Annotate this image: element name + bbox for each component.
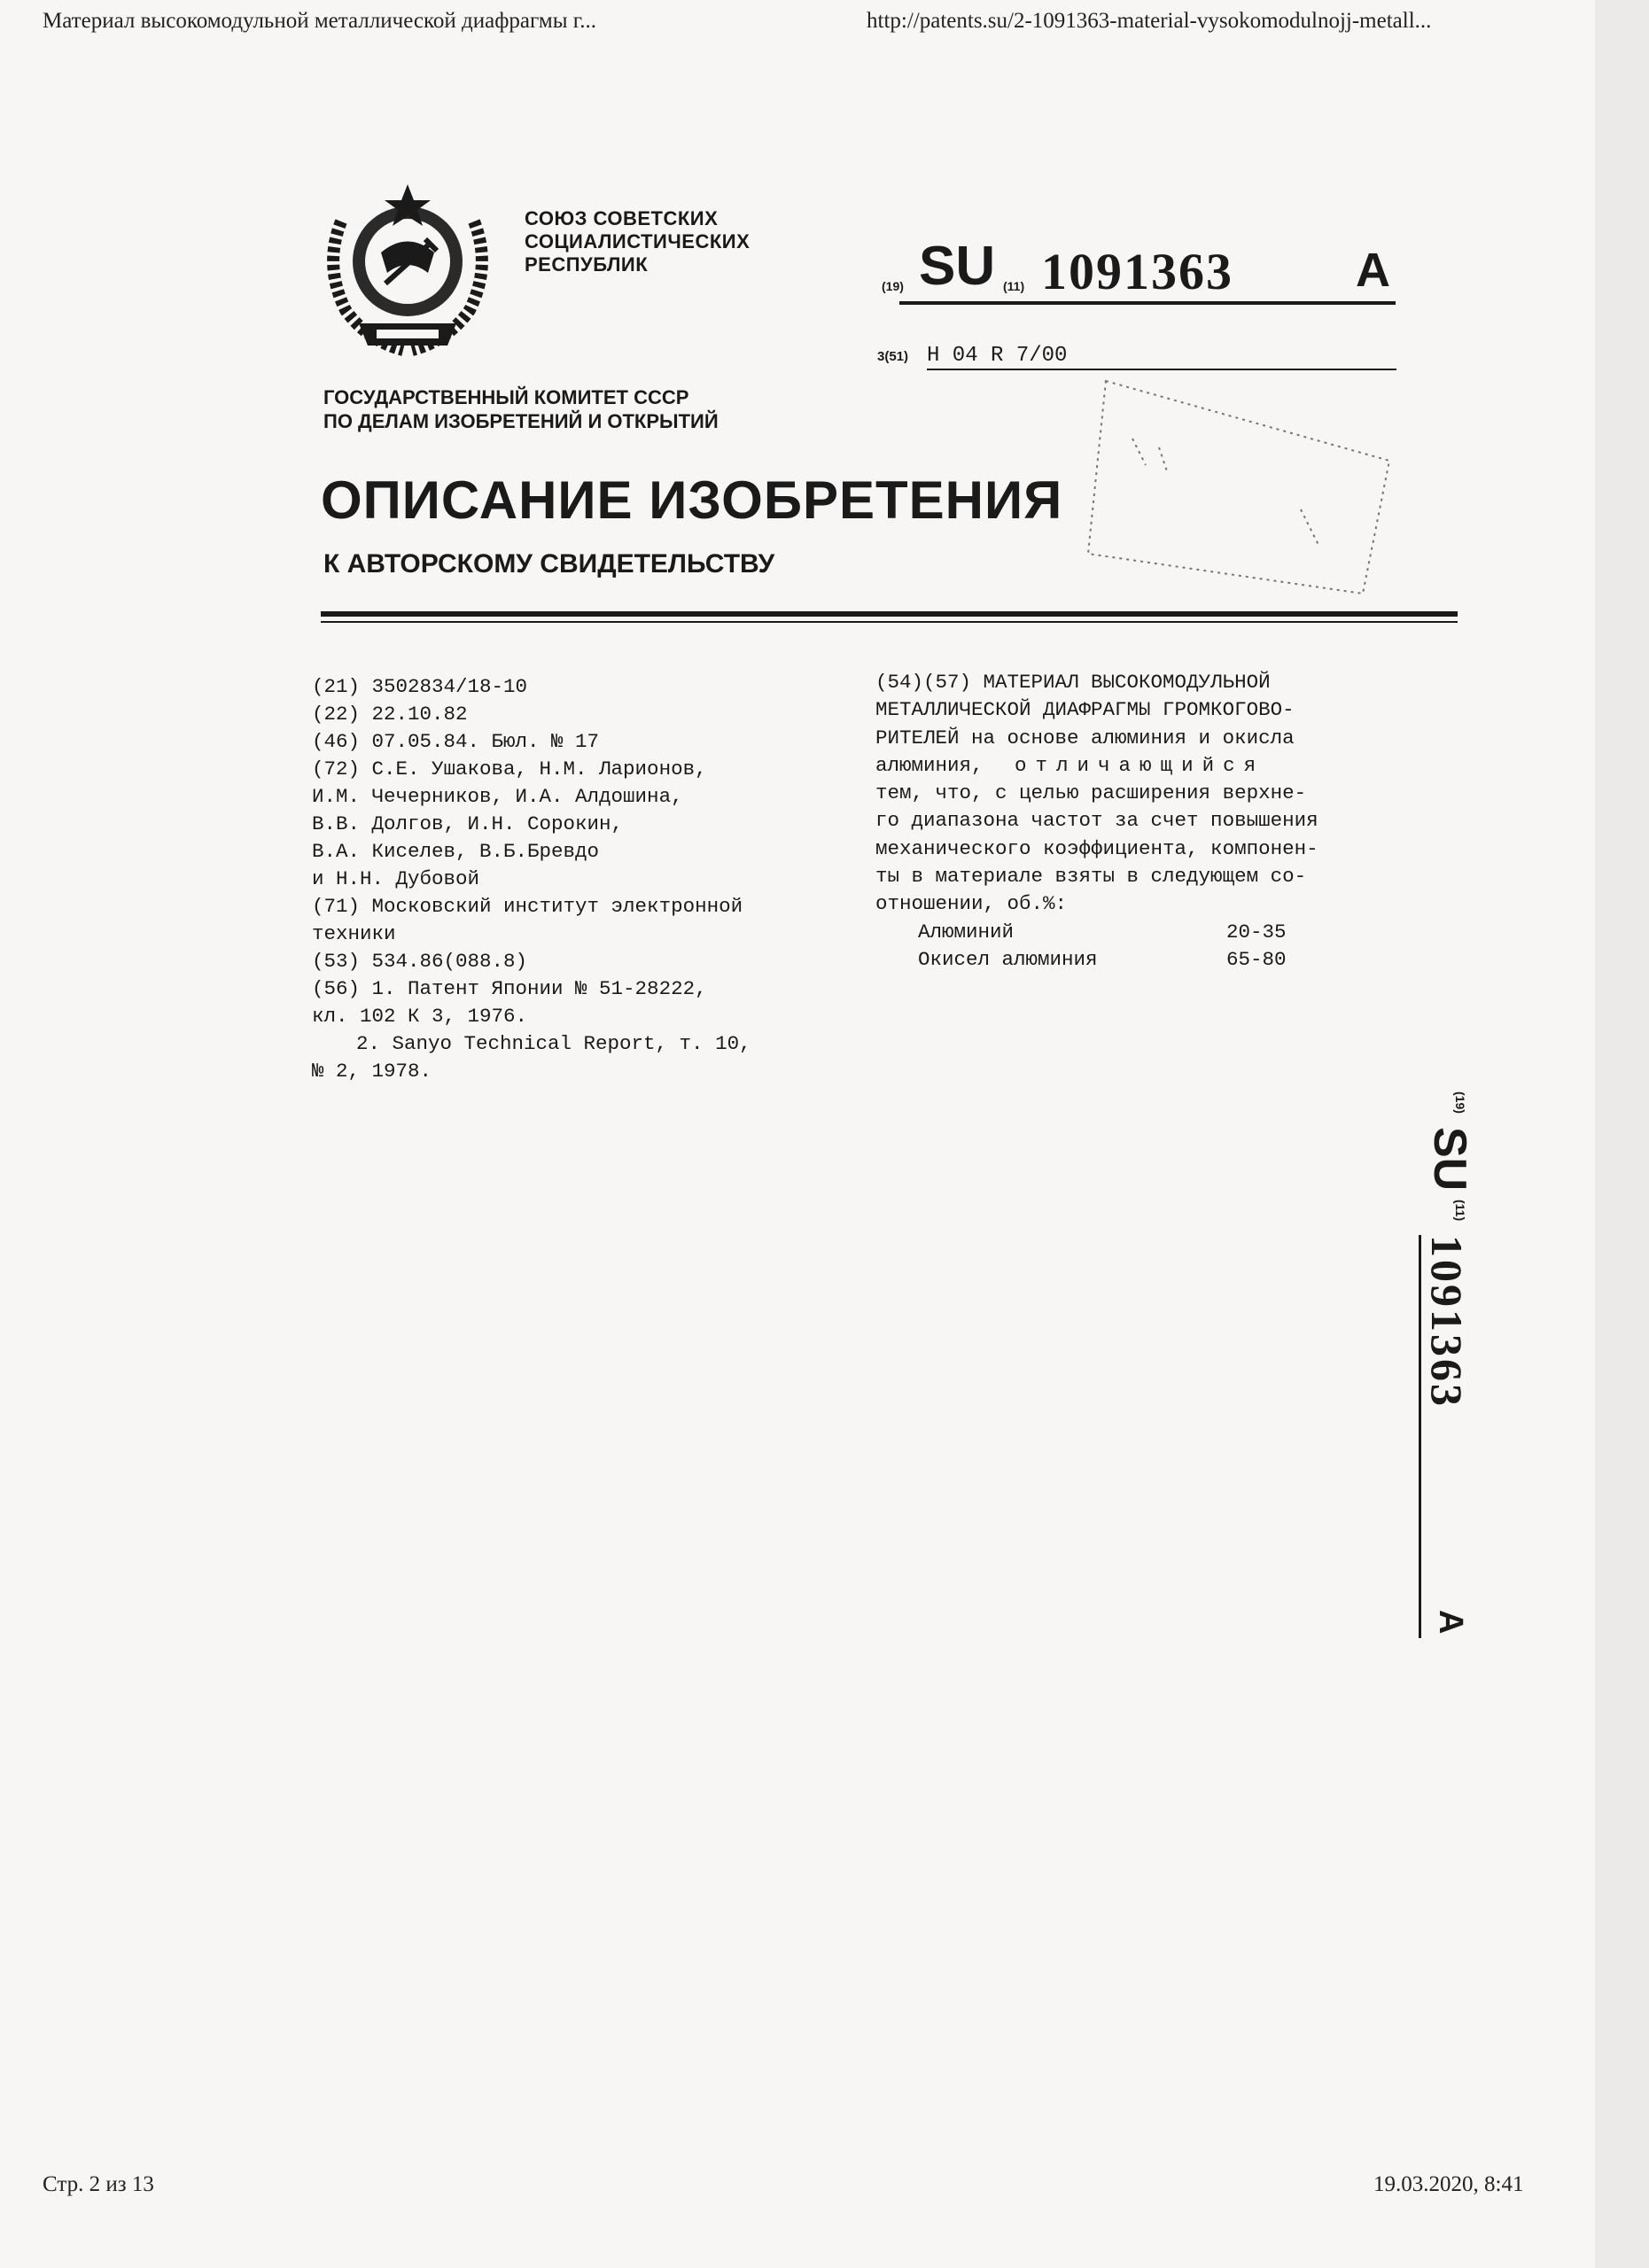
biblio-line: (53) 534.86(088.8) xyxy=(312,950,528,973)
ussr-name xyxy=(525,207,750,276)
abstract-line: тем, что, с целью расширения верхне- xyxy=(875,781,1307,805)
abstract-word: алюминия, xyxy=(875,753,984,777)
state-committee xyxy=(323,385,719,433)
biblio-line: и Н.Н. Дубовой xyxy=(312,867,480,890)
biblio-line: (21) 3502834/18-10 xyxy=(312,675,528,698)
bibliographic-data xyxy=(312,673,844,1085)
biblio-line: техники xyxy=(312,922,396,945)
biblio-line: (56) 1. Патент Японии № 51-28222, xyxy=(312,977,707,1000)
abstract-line: го диапазона частот за счет повышения xyxy=(875,809,1318,833)
document-subtitle: К АВТОРСКОМУ СВИДЕТЕЛЬСТВУ xyxy=(323,549,775,579)
title-divider-thick xyxy=(321,611,1458,617)
abstract-emphasis: отличающийся xyxy=(1015,753,1265,777)
ussr-line: СОЮЗ СОВЕТСКИХ xyxy=(525,207,719,229)
abstract-claim xyxy=(875,669,1416,974)
inid-code-19: (19) xyxy=(1453,1091,1467,1114)
composition-row xyxy=(875,946,1416,974)
component-value: 65-80 xyxy=(1226,947,1287,971)
title-divider-thin xyxy=(321,621,1458,623)
biblio-line: В.В. Долгов, И.Н. Сорокин, xyxy=(312,812,624,835)
patent-number-block xyxy=(882,236,1396,310)
document-title: ОПИСАНИЕ ИЗОБРЕТЕНИЯ xyxy=(321,470,1063,530)
kind-code: A xyxy=(1432,1610,1469,1635)
abstract-line: РИТЕЛЕЙ на основе алюминия и окисла xyxy=(875,726,1295,750)
vertical-patent-number xyxy=(1418,1091,1475,1641)
print-header-url: http://patents.su/2-1091363-material-vysokomodulnojj-metall... xyxy=(867,9,1432,33)
composition-row xyxy=(875,919,1416,946)
country-code: SU xyxy=(1424,1127,1475,1192)
abstract-line: механического коэффициента, компонен- xyxy=(875,836,1318,860)
ipc-value: H 04 R 7/00 xyxy=(927,344,1068,368)
biblio-line: (22) 22.10.82 xyxy=(312,703,468,726)
print-footer-datetime: 19.03.2020, 8:41 xyxy=(1373,2172,1524,2196)
page-edge xyxy=(1595,0,1649,2268)
ussr-line: СОЦИАЛИСТИЧЕСКИХ xyxy=(525,230,751,252)
component-name: Алюминий xyxy=(918,920,1015,944)
ipc-classification xyxy=(877,344,1396,372)
faint-stamp-mark xyxy=(1079,377,1394,598)
inid-code-11: (11) xyxy=(1003,279,1025,293)
country-code: SU xyxy=(919,236,996,297)
biblio-line: кл. 102 К 3, 1976. xyxy=(312,1005,528,1028)
patent-number: 1091363 xyxy=(1422,1235,1472,1409)
print-footer-page: Стр. 2 из 13 xyxy=(43,2172,154,2196)
divider xyxy=(899,301,1396,305)
committee-line: ГОСУДАРСТВЕННЫЙ КОМИТЕТ СССР xyxy=(323,386,689,408)
biblio-line: (71) Московский институт электронной xyxy=(312,895,743,918)
abstract-line: (54)(57) МАТЕРИАЛ ВЫСОКОМОДУЛЬНОЙ xyxy=(875,671,1271,694)
component-name: Окисел алюминия xyxy=(918,947,1098,971)
abstract-line: ты в материале взяты в следующем со- xyxy=(875,865,1307,889)
inid-code-19: (19) xyxy=(882,279,904,293)
biblio-line: (46) 07.05.84. Бюл. № 17 xyxy=(312,730,600,753)
abstract-line: отношении, об.%: xyxy=(875,892,1068,916)
component-value: 20-35 xyxy=(1226,920,1287,944)
ussr-line: РЕСПУБЛИК xyxy=(525,253,649,276)
print-header-title: Материал высокомодульной металлической диафрагмы г... xyxy=(43,9,596,33)
biblio-line: (72) С.Е. Ушакова, Н.М. Ларионов, xyxy=(312,757,707,781)
committee-line: ПО ДЕЛАМ ИЗОБРЕТЕНИЙ И ОТКРЫТИЙ xyxy=(323,410,719,432)
abstract-line: МЕТАЛЛИЧЕСКОЙ ДИАФРАГМЫ ГРОМКОГОВО- xyxy=(875,698,1295,722)
ussr-emblem-icon xyxy=(315,168,501,359)
biblio-line: И.М. Чечерников, И.А. Алдошина, xyxy=(312,785,683,808)
inid-code-11: (11) xyxy=(1453,1200,1467,1222)
patent-number: 1091363 xyxy=(1041,243,1233,300)
biblio-line: В.А. Киселев, В.Б.Бревдо xyxy=(312,840,600,863)
inid-code-51: 3(51) xyxy=(877,349,909,364)
biblio-line: 2. Sanyo Technical Report, т. 10, xyxy=(356,1032,751,1055)
divider xyxy=(927,369,1396,370)
abstract-line xyxy=(875,752,1416,780)
kind-code: A xyxy=(1356,244,1390,297)
divider xyxy=(1419,1235,1421,1638)
biblio-line: № 2, 1978. xyxy=(312,1060,432,1083)
